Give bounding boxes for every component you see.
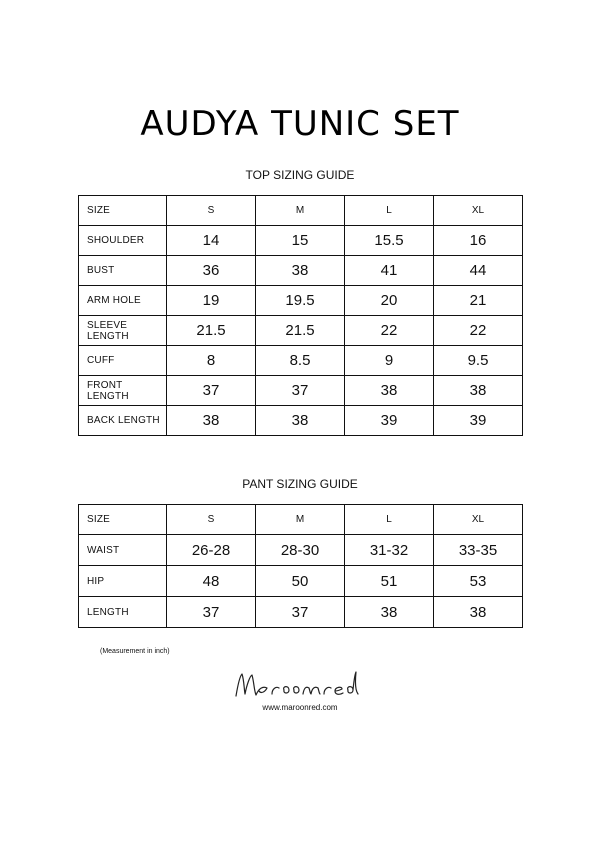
row-label: SLEEVE LENGTH [79, 316, 167, 346]
table-row [79, 566, 523, 597]
table-cell: 41 [345, 256, 434, 286]
table-cell: 37 [256, 376, 345, 406]
table-cell: 19 [167, 286, 256, 316]
row-label: BUST [79, 256, 167, 286]
table-row [79, 597, 523, 628]
table-row [79, 406, 523, 436]
table-cell: 8 [167, 346, 256, 376]
top-guide-heading: TOP SIZING GUIDE [245, 168, 355, 182]
table-cell: 51 [345, 566, 434, 597]
table-row [79, 286, 523, 316]
table-row [79, 346, 523, 376]
row-label: ARM HOLE [79, 286, 167, 316]
table-header-row [79, 196, 523, 226]
header-cell: XL [434, 505, 523, 535]
row-label: HIP [79, 566, 167, 597]
measurement-note: (Measurement in inch) [100, 648, 170, 655]
table-cell: 39 [345, 406, 434, 436]
table-cell: 38 [434, 376, 523, 406]
table-cell: 48 [167, 566, 256, 597]
table-cell: 38 [434, 597, 523, 628]
header-cell: S [167, 505, 256, 535]
pant-guide-heading: PANT SIZING GUIDE [242, 477, 358, 491]
table-cell: 38 [167, 406, 256, 436]
header-cell: M [256, 505, 345, 535]
row-label: CUFF [79, 346, 167, 376]
table-cell: 14 [167, 226, 256, 256]
table-cell: 37 [167, 597, 256, 628]
table-cell: 53 [434, 566, 523, 597]
table-cell: 22 [434, 316, 523, 346]
table-cell: 19.5 [256, 286, 345, 316]
table-cell: 33-35 [434, 535, 523, 566]
table-cell: 38 [256, 406, 345, 436]
row-label: LENGTH [79, 597, 167, 628]
table-row [79, 535, 523, 566]
header-cell: SIZE [79, 196, 167, 226]
table-header-row [79, 505, 523, 535]
table-cell: 39 [434, 406, 523, 436]
header-cell: L [345, 505, 434, 535]
row-label: FRONT LENGTH [79, 376, 167, 406]
table-row [79, 256, 523, 286]
table-cell: 9.5 [434, 346, 523, 376]
row-label: WAIST [79, 535, 167, 566]
table-row [79, 316, 523, 346]
table-cell: 21.5 [256, 316, 345, 346]
table-cell: 16 [434, 226, 523, 256]
table-cell: 22 [345, 316, 434, 346]
table-cell: 37 [167, 376, 256, 406]
table-cell: 28-30 [256, 535, 345, 566]
row-label: BACK LENGTH [79, 406, 167, 436]
table-cell: 15.5 [345, 226, 434, 256]
header-cell: S [167, 196, 256, 226]
table-cell: 21 [434, 286, 523, 316]
table-row [79, 226, 523, 256]
header-cell: L [345, 196, 434, 226]
table-cell: 36 [167, 256, 256, 286]
brand-signature-logo [232, 666, 372, 702]
table-cell: 38 [345, 597, 434, 628]
header-cell: M [256, 196, 345, 226]
table-cell: 37 [256, 597, 345, 628]
pant-sizing-table [78, 504, 523, 628]
table-cell: 20 [345, 286, 434, 316]
brand-url: www.maroonred.com [262, 703, 338, 712]
table-cell: 21.5 [167, 316, 256, 346]
table-cell: 38 [345, 376, 434, 406]
table-cell: 9 [345, 346, 434, 376]
row-label: SHOULDER [79, 226, 167, 256]
table-cell: 8.5 [256, 346, 345, 376]
table-cell: 38 [256, 256, 345, 286]
header-cell: SIZE [79, 505, 167, 535]
table-cell: 15 [256, 226, 345, 256]
table-row [79, 376, 523, 406]
top-sizing-table [78, 195, 523, 436]
table-cell: 31-32 [345, 535, 434, 566]
header-cell: XL [434, 196, 523, 226]
table-cell: 44 [434, 256, 523, 286]
table-cell: 50 [256, 566, 345, 597]
table-cell: 26-28 [167, 535, 256, 566]
page-title: AUDYA TUNIC SET [140, 104, 460, 144]
